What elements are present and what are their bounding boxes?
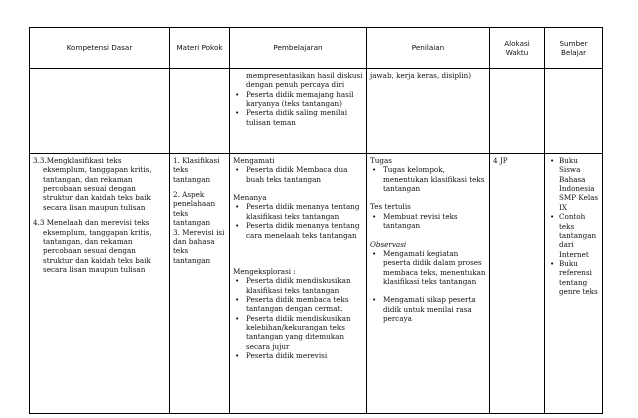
list-item: • Mengamati kegiatan peserta didik dalam proses membaca teks, menentukan klasifikasi teks tantangan [370,249,486,286]
syllabus-table [29,27,603,414]
penilaian-continued-text: jawab, kerja keras, disiplin) [370,71,472,80]
table-row [30,154,603,414]
alokasi-value: 4 JP [493,156,508,165]
cell-pembelajaran-continued [230,69,367,154]
pembelajaran-continued-text: mempresentasikan hasil diskusi dengan penuh percaya diri [246,71,363,90]
kd-3-3: 3.3.Mengklasifikasi teks eksemplum, tanggapan kritis, tantangan, dan rekaman percobaan sesuai dengan struktur dan kaidah teks baik secara lisan maupun tulisan [33,156,152,212]
list-item: • Peserta didik memajang hasil karyanya (teks tantangan) [233,90,363,109]
observasi-list [370,249,486,324]
cell-materi-empty [170,69,230,154]
list-item: • Contoh teks tantangan dari Internet [548,212,599,259]
heading-observasi: Observasi [370,239,407,249]
mengamati-list [233,165,363,184]
list-item: • Buku Siswa Bahasa Indonesia SMP Kelas IX [548,156,599,212]
sumber-list [548,156,599,296]
cell-penilaian [367,154,490,414]
cell-alokasi-waktu [490,154,545,414]
header-materi-pokok: Materi Pokok [170,28,230,69]
cell-sumber-belajar [545,154,603,414]
cell-materi-pokok [170,154,230,414]
materi-item: 2. Aspek penelahaan teks tantangan [173,190,216,228]
list-item: • Peserta didik Membaca dua buah teks tantangan [233,165,363,184]
header-penilaian: Penilaian [367,28,490,69]
kd-4-3: 4.3 Menelaah dan merevisi teks eksemplum, tanggapan kritis, tantangan, dan rekaman percobaan sesuai dengan struktur dan kaidah teks baik secara lisan maupun tulisan [33,218,152,274]
list-item: • Peserta didik merevisi [233,351,363,360]
heading-tes-tertulis: Tes tertulis [370,202,411,212]
cell-sumber-empty [545,69,603,154]
header-kompetensi-dasar: Kompetensi Dasar [30,28,170,69]
list-item: • Buku referensi tentang genre teks [548,259,599,296]
list-item: • Peserta didik saling menilai tulisan teman [233,108,363,127]
heading-mengeksplorasi: Mengeksplorasi : [233,266,296,276]
heading-menanya: Menanya [233,193,267,203]
header-alokasi-waktu: Alokasi Waktu [490,28,545,69]
tes-list [370,212,486,231]
materi-item: 1. Klasifikasi teks tantangan [173,156,220,184]
list-item: • Peserta didik mendiskusikan kelebihan/kekurangan teks tantangan yang ditemukan secara jujur [233,314,363,351]
list-item: • Peserta didik menanya tentang klasifikasi teks tantangan [233,202,363,221]
list-item: • Tugas kelompok, menentukan klasifikasi teks tantangan [370,165,486,193]
header-sumber-belajar: Sumber Belajar [545,28,603,69]
cell-pembelajaran [230,154,367,414]
list-item: • Membuat revisi teks tantangan [370,212,486,231]
heading-mengamati: Mengamati [233,156,275,165]
heading-tugas: Tugas [370,156,392,165]
list-item: • Peserta didik membaca teks tantangan dengan cermat. [233,295,363,314]
list-item: • Mengamati sikap peserta didik untuk menilai rasa percaya [370,295,486,323]
cell-kompetensi-dasar [30,154,170,414]
table-row [30,69,603,154]
cell-kd-empty [30,69,170,154]
tugas-list [370,165,486,193]
mengeksplorasi-list [233,276,363,360]
cell-penilaian-continued [367,69,490,154]
menanya-list [233,202,363,239]
list-item: • Peserta didik mendiskusikan klasifikasi teks tantangan [233,276,363,295]
list-item: • Peserta didik menanya tentang cara menelaah teks tantangan [233,221,363,240]
materi-item: 3. Merevisi isi dan bahasa teks tantangan [173,227,225,265]
header-pembelajaran: Pembelajaran [230,28,367,69]
table-header-row [30,28,603,69]
pembelajaran-list [233,90,363,127]
cell-alokasi-empty [490,69,545,154]
